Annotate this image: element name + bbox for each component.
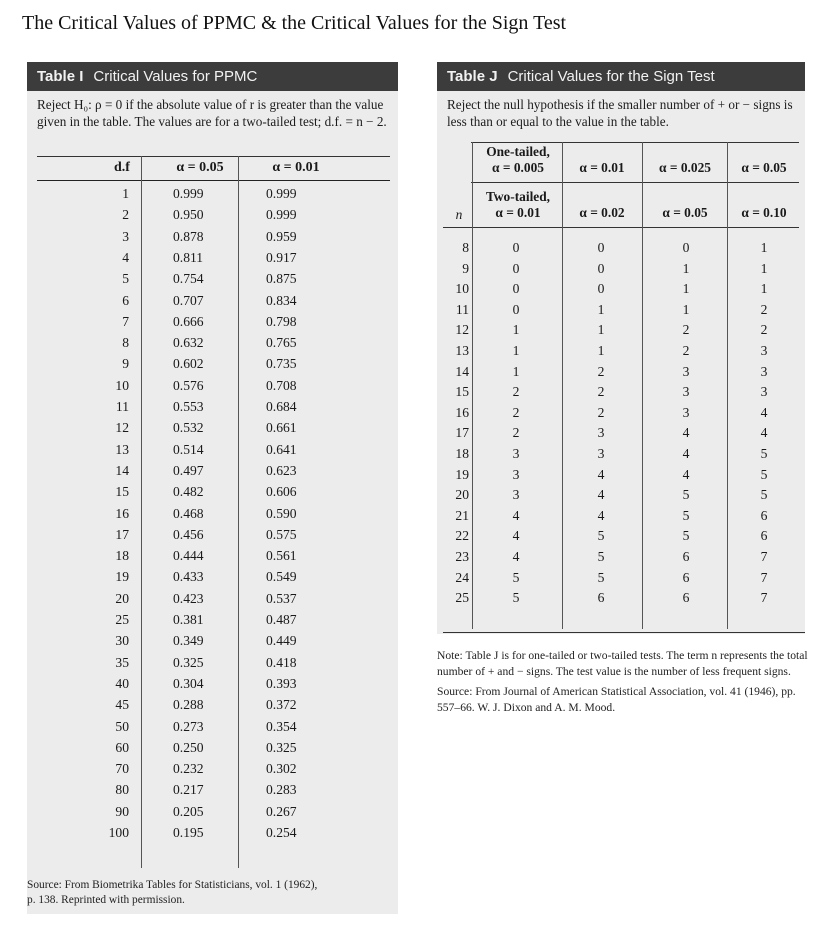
alpha-01-cell: 0.449	[266, 633, 297, 649]
table-i-header-rule	[37, 180, 390, 181]
alpha-1-cell: 2	[512, 384, 520, 400]
alpha-01-cell: 0.537	[266, 590, 297, 606]
table-row	[27, 569, 398, 590]
df-cell: 8	[122, 335, 129, 351]
table-j-two-tailed-label: Two-tailed,	[485, 189, 551, 204]
table-j-panel	[437, 62, 805, 634]
alpha-1-cell: 1	[512, 363, 520, 379]
table-row	[27, 207, 398, 228]
alpha-05-cell: 0.217	[173, 782, 204, 798]
alpha-01-cell: 0.959	[266, 228, 297, 244]
alpha-05-cell: 0.444	[173, 548, 204, 564]
alpha-4-cell: 4	[760, 425, 768, 441]
table-row	[437, 570, 805, 591]
alpha-2-cell: 1	[597, 301, 605, 317]
alpha-01-cell: 0.708	[266, 377, 297, 393]
table-row	[27, 655, 398, 676]
df-cell: 100	[108, 825, 129, 840]
alpha-01-cell: 0.623	[266, 462, 297, 478]
alpha-1-cell: 2	[512, 425, 520, 441]
alpha-01-cell: 0.684	[266, 399, 297, 414]
df-cell: 3	[122, 228, 129, 244]
table-j-two-tailed-alpha-4: α = 0.10	[741, 205, 787, 220]
df-cell: 90	[115, 803, 129, 819]
n-cell: 24	[455, 569, 469, 585]
table-row	[27, 484, 398, 505]
alpha-1-cell: 5	[512, 569, 520, 585]
alpha-1-cell: 0	[512, 240, 520, 255]
alpha-01-cell: 0.834	[266, 292, 297, 308]
table-row	[27, 633, 398, 654]
table-row	[27, 335, 398, 356]
table-j-note: Note: Table J is for one-tailed or two-tailed tests. The term n represents the total number of + and − signs. The test value is the number of less frequent signs.	[437, 649, 808, 678]
alpha-01-cell: 0.590	[266, 505, 297, 521]
alpha-2-cell: 3	[597, 446, 605, 461]
table-row	[27, 271, 398, 292]
alpha-01-cell: 0.254	[266, 825, 297, 840]
df-cell: 9	[122, 356, 129, 372]
alpha-01-cell: 0.765	[266, 335, 297, 351]
table-i-col-alpha-01: α = 0.01	[272, 160, 320, 175]
alpha-01-cell: 0.549	[266, 569, 297, 585]
n-cell: 8	[462, 240, 469, 255]
alpha-3-cell: 1	[682, 301, 690, 317]
alpha-3-cell: 5	[682, 487, 690, 503]
table-j-bottom-rule	[443, 632, 805, 633]
df-cell: 14	[115, 462, 129, 478]
alpha-01-cell: 0.999	[266, 207, 297, 223]
alpha-4-cell: 5	[760, 466, 768, 482]
table-j-one-tailed-alpha-3: α = 0.025	[659, 160, 711, 175]
alpha-3-cell: 3	[682, 404, 690, 420]
df-cell: 35	[115, 654, 129, 670]
alpha-05-cell: 0.349	[173, 633, 204, 649]
alpha-1-cell: 2	[512, 404, 520, 420]
table-row	[27, 293, 398, 314]
alpha-01-cell: 0.735	[266, 356, 297, 372]
alpha-2-cell: 2	[597, 384, 605, 400]
df-cell: 1	[122, 186, 129, 201]
alpha-4-cell: 3	[760, 384, 768, 400]
n-cell: 12	[455, 322, 469, 338]
alpha-2-cell: 5	[597, 528, 605, 544]
alpha-3-cell: 3	[682, 384, 690, 400]
alpha-01-cell: 0.372	[266, 697, 297, 713]
alpha-05-cell: 0.553	[173, 399, 204, 414]
table-i-panel	[27, 62, 398, 914]
alpha-2-cell: 5	[597, 549, 605, 564]
alpha-05-cell: 0.666	[173, 313, 204, 329]
alpha-3-cell: 6	[682, 549, 690, 564]
df-cell: 17	[115, 526, 129, 542]
table-i-number: Table I	[37, 68, 84, 85]
table-i-col-alpha-05: α = 0.05	[176, 160, 224, 175]
table-i-description: Reject H₀: ρ = 0 if the absolute value of r is greater than the value given in the table. The values are for a two-tailed test; d.f. = n − 2.	[37, 97, 387, 129]
alpha-05-cell: 0.288	[173, 697, 204, 713]
table-row	[27, 804, 398, 825]
df-cell: 45	[115, 697, 129, 713]
alpha-1-cell: 1	[512, 343, 520, 358]
table-i-source-line-2: p. 138. Reprinted with permission.	[27, 894, 185, 906]
alpha-05-cell: 0.304	[173, 675, 204, 691]
n-cell: 16	[455, 404, 469, 420]
alpha-01-cell: 0.999	[266, 186, 297, 201]
table-i-header	[27, 62, 398, 91]
df-cell: 15	[115, 484, 129, 500]
table-row	[437, 302, 805, 323]
alpha-4-cell: 7	[760, 590, 768, 606]
alpha-3-cell: 6	[682, 569, 690, 585]
alpha-2-cell: 2	[597, 363, 605, 379]
alpha-2-cell: 2	[597, 404, 605, 420]
table-i-top-rule	[37, 156, 390, 157]
alpha-3-cell: 4	[682, 425, 690, 441]
alpha-1-cell: 5	[512, 590, 520, 606]
alpha-1-cell: 1	[512, 322, 520, 338]
alpha-05-cell: 0.514	[173, 441, 204, 457]
table-row	[27, 719, 398, 740]
table-row	[437, 467, 805, 488]
df-cell: 50	[115, 718, 129, 734]
df-cell: 70	[115, 761, 129, 777]
table-j-n-label: n	[455, 207, 463, 222]
alpha-2-cell: 6	[597, 590, 605, 606]
table-row	[27, 463, 398, 484]
alpha-05-cell: 0.576	[173, 377, 204, 393]
df-cell: 13	[115, 441, 129, 457]
alpha-01-cell: 0.418	[266, 654, 297, 670]
alpha-05-cell: 0.205	[173, 803, 204, 819]
table-j-header-rule	[443, 227, 799, 228]
table-row	[27, 761, 398, 782]
alpha-2-cell: 0	[597, 281, 605, 297]
df-cell: 4	[122, 249, 129, 265]
table-row	[437, 364, 805, 385]
table-j-one-tailed-alpha-2: α = 0.01	[579, 160, 625, 175]
table-row	[27, 250, 398, 271]
table-row	[27, 612, 398, 633]
alpha-4-cell: 7	[760, 549, 768, 564]
n-cell: 9	[462, 260, 469, 276]
table-j-two-tailed-alpha-3: α = 0.05	[662, 205, 708, 220]
alpha-2-cell: 1	[597, 343, 605, 358]
df-cell: 30	[115, 633, 129, 649]
df-cell: 5	[122, 271, 129, 287]
alpha-3-cell: 2	[682, 343, 690, 358]
df-cell: 80	[115, 782, 129, 798]
alpha-01-cell: 0.487	[266, 612, 297, 627]
alpha-05-cell: 0.381	[173, 612, 204, 627]
table-row	[27, 399, 398, 420]
table-j-one-tailed-alpha-1: α = 0.005	[492, 160, 544, 175]
alpha-4-cell: 3	[760, 343, 768, 358]
table-row	[27, 378, 398, 399]
alpha-2-cell: 5	[597, 569, 605, 585]
n-cell: 18	[455, 446, 469, 461]
n-cell: 10	[455, 281, 469, 297]
alpha-01-cell: 0.302	[266, 761, 297, 777]
page-title: The Critical Values of PPMC & the Critical Values for the Sign Test	[22, 12, 567, 34]
table-row	[27, 697, 398, 718]
table-row	[437, 487, 805, 508]
alpha-2-cell: 4	[597, 466, 605, 482]
alpha-01-cell: 0.798	[266, 313, 297, 329]
alpha-4-cell: 2	[760, 301, 768, 317]
alpha-05-cell: 0.195	[173, 825, 204, 840]
alpha-05-cell: 0.423	[173, 590, 204, 606]
alpha-01-cell: 0.267	[266, 803, 297, 819]
table-row	[27, 591, 398, 612]
df-cell: 10	[115, 377, 129, 393]
n-cell: 21	[455, 507, 469, 523]
table-i-column-headers	[27, 158, 398, 179]
alpha-4-cell: 7	[760, 569, 768, 585]
alpha-2-cell: 4	[597, 487, 605, 503]
table-row	[437, 281, 805, 302]
table-j-one-tailed-alpha-4: α = 0.05	[741, 160, 787, 175]
alpha-1-cell: 0	[512, 260, 520, 276]
table-row	[27, 825, 398, 846]
table-j-top-rule	[471, 142, 799, 143]
n-cell: 22	[455, 528, 469, 544]
df-cell: 7	[122, 313, 129, 329]
alpha-05-cell: 0.497	[173, 462, 204, 478]
alpha-4-cell: 1	[760, 260, 768, 276]
table-row	[437, 343, 805, 364]
alpha-01-cell: 0.875	[266, 271, 297, 287]
table-i-title: Critical Values for PPMC	[93, 68, 258, 85]
n-cell: 17	[455, 425, 469, 441]
table-row	[27, 356, 398, 377]
table-row	[27, 676, 398, 697]
df-cell: 16	[115, 505, 129, 521]
table-row	[437, 384, 805, 405]
alpha-05-cell: 0.456	[173, 526, 204, 542]
table-row	[437, 240, 805, 261]
df-cell: 20	[115, 590, 129, 606]
n-cell: 11	[455, 301, 469, 317]
alpha-05-cell: 0.754	[173, 271, 204, 287]
alpha-4-cell: 6	[760, 507, 768, 523]
alpha-05-cell: 0.811	[173, 249, 204, 265]
alpha-3-cell: 5	[682, 507, 690, 523]
alpha-3-cell: 1	[682, 281, 690, 297]
alpha-4-cell: 1	[760, 240, 768, 255]
alpha-2-cell: 1	[597, 322, 605, 338]
alpha-3-cell: 2	[682, 322, 690, 338]
table-j-source: Source: From Journal of American Statistical Association, vol. 41 (1946), pp. 557–66. W. J. Dixon and A. M. Mood.	[437, 685, 796, 714]
alpha-01-cell: 0.575	[266, 526, 297, 542]
alpha-1-cell: 0	[512, 281, 520, 297]
table-j-header	[437, 62, 805, 91]
table-row	[437, 405, 805, 426]
alpha-05-cell: 0.632	[173, 335, 204, 351]
table-row	[27, 506, 398, 527]
alpha-4-cell: 5	[760, 446, 768, 461]
alpha-05-cell: 0.999	[173, 186, 204, 201]
table-i-source	[27, 878, 317, 908]
alpha-01-cell: 0.641	[266, 441, 297, 457]
table-j-title: Critical Values for the Sign Test	[507, 68, 715, 85]
table-row	[27, 548, 398, 569]
alpha-05-cell: 0.433	[173, 569, 204, 585]
df-cell: 19	[115, 569, 129, 585]
alpha-3-cell: 4	[682, 446, 690, 461]
alpha-1-cell: 3	[512, 446, 520, 461]
alpha-05-cell: 0.602	[173, 356, 204, 372]
table-row	[437, 322, 805, 343]
alpha-1-cell: 3	[512, 487, 520, 503]
table-j-description: Reject the null hypothesis if the smaller number of + or − signs is less than or equal to the value in the table.	[447, 97, 793, 129]
alpha-05-cell: 0.325	[173, 654, 204, 670]
alpha-4-cell: 5	[760, 487, 768, 503]
alpha-2-cell: 3	[597, 425, 605, 441]
df-cell: 60	[115, 739, 129, 755]
alpha-01-cell: 0.354	[266, 718, 297, 734]
alpha-3-cell: 3	[682, 363, 690, 379]
df-cell: 11	[115, 399, 129, 414]
alpha-1-cell: 0	[512, 301, 520, 317]
alpha-01-cell: 0.561	[266, 548, 297, 564]
table-row	[437, 261, 805, 282]
table-row	[437, 446, 805, 467]
df-cell: 2	[122, 207, 129, 223]
alpha-1-cell: 4	[512, 507, 520, 523]
alpha-1-cell: 4	[512, 528, 520, 544]
alpha-05-cell: 0.878	[173, 228, 204, 244]
alpha-1-cell: 4	[512, 549, 520, 564]
n-cell: 13	[455, 343, 469, 358]
alpha-3-cell: 6	[682, 590, 690, 606]
df-cell: 18	[115, 548, 129, 564]
table-row	[27, 186, 398, 207]
df-cell: 40	[115, 675, 129, 691]
alpha-4-cell: 4	[760, 404, 768, 420]
alpha-01-cell: 0.606	[266, 484, 297, 500]
df-cell: 6	[122, 292, 129, 308]
alpha-05-cell: 0.532	[173, 420, 204, 436]
alpha-05-cell: 0.468	[173, 505, 204, 521]
table-i-col-df: d.f	[114, 160, 130, 175]
alpha-01-cell: 0.283	[266, 782, 297, 798]
alpha-4-cell: 6	[760, 528, 768, 544]
alpha-4-cell: 1	[760, 281, 768, 297]
alpha-1-cell: 3	[512, 466, 520, 482]
alpha-01-cell: 0.393	[266, 675, 297, 691]
table-row	[27, 782, 398, 803]
table-row	[437, 508, 805, 529]
table-row	[27, 314, 398, 335]
alpha-05-cell: 0.232	[173, 761, 204, 777]
alpha-3-cell: 0	[682, 240, 690, 255]
alpha-01-cell: 0.917	[266, 249, 297, 265]
alpha-05-cell: 0.250	[173, 739, 204, 755]
table-j-one-tailed-label: One-tailed,	[486, 144, 550, 159]
table-j-mid-rule	[471, 182, 799, 183]
n-cell: 20	[455, 487, 469, 503]
df-cell: 12	[115, 420, 129, 436]
n-cell: 14	[455, 363, 469, 379]
n-cell: 19	[455, 466, 469, 482]
alpha-2-cell: 0	[597, 240, 605, 255]
table-row	[27, 229, 398, 250]
alpha-01-cell: 0.661	[266, 420, 297, 436]
table-row	[437, 425, 805, 446]
table-row	[437, 549, 805, 570]
alpha-4-cell: 3	[760, 363, 768, 379]
table-j-two-tailed-alpha-1: α = 0.01	[495, 205, 541, 220]
table-row	[27, 740, 398, 761]
n-cell: 15	[455, 384, 469, 400]
table-i-source-line-1: Source: From Biometrika Tables for Statisticians, vol. 1 (1962),	[27, 879, 318, 891]
table-row	[27, 527, 398, 548]
alpha-3-cell: 4	[682, 466, 690, 482]
alpha-2-cell: 4	[597, 507, 605, 523]
alpha-01-cell: 0.325	[266, 739, 297, 755]
alpha-2-cell: 0	[597, 260, 605, 276]
alpha-4-cell: 2	[760, 322, 768, 338]
n-cell: 23	[455, 549, 469, 564]
n-cell: 25	[455, 590, 469, 606]
alpha-05-cell: 0.950	[173, 207, 204, 223]
alpha-3-cell: 1	[682, 260, 690, 276]
table-row	[437, 528, 805, 549]
table-j-notes	[437, 648, 809, 720]
alpha-05-cell: 0.482	[173, 484, 204, 500]
table-row	[27, 442, 398, 463]
table-row	[27, 420, 398, 441]
alpha-3-cell: 5	[682, 528, 690, 544]
table-j-two-tailed-alpha-2: α = 0.02	[579, 205, 625, 220]
df-cell: 25	[115, 612, 129, 627]
table-j-number: Table J	[447, 68, 498, 85]
alpha-05-cell: 0.273	[173, 718, 204, 734]
alpha-05-cell: 0.707	[173, 292, 204, 308]
table-row	[437, 590, 805, 611]
